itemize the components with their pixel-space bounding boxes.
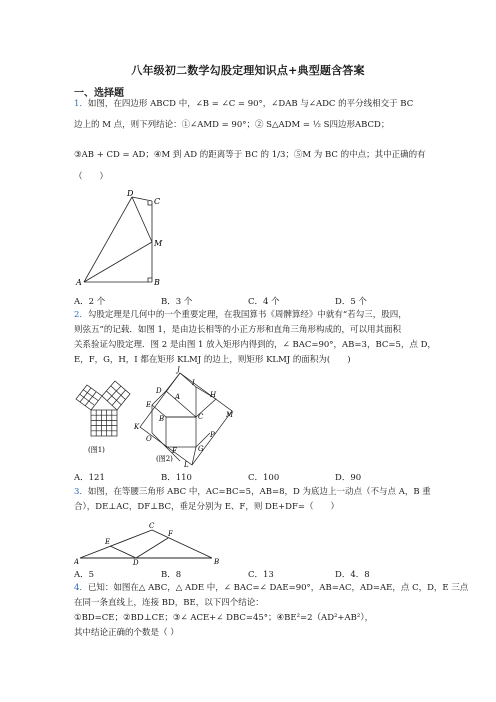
- q4-line-2: 在同一条直线上，连接 BD，BE，以下四个结论：: [74, 598, 264, 608]
- q1-label-c: C: [154, 197, 161, 206]
- q3-option-c[interactable]: C．13: [248, 570, 274, 580]
- q2-label-l: L: [184, 461, 189, 468]
- q1-label-m: M: [154, 239, 163, 248]
- q2-text-1: 勾股定理是几何中的一个重要定理，在我国算书《周髀算经》中就有“若勾三，股四，: [87, 310, 407, 320]
- q2-label-e: E: [146, 401, 152, 409]
- q1-line-1: [74, 99, 413, 110]
- q3-options: [74, 568, 422, 580]
- q3-label-e: E: [105, 538, 111, 546]
- q2-option-a[interactable]: A．121: [74, 473, 105, 483]
- q3-option-a[interactable]: A．5: [74, 570, 95, 580]
- q2-label-b: B: [159, 415, 165, 423]
- q2-label-c: C: [198, 413, 204, 421]
- q4-line-1: [74, 583, 468, 594]
- q1-label-a: A: [76, 278, 82, 287]
- q1-option-a[interactable]: A．2 个: [74, 297, 106, 307]
- q2-label-a: A: [175, 393, 181, 401]
- q1-figure: [74, 188, 174, 288]
- q2-label-i: I: [192, 379, 195, 387]
- q2-number: 2．: [74, 310, 88, 320]
- q2-figure-1: [74, 380, 134, 460]
- q1-label-d: D: [127, 189, 134, 198]
- q4-line-3: ①BD=CE；②BD⊥CE；③∠ ACE+∠ DBC=45°；④BE²=2（AD²+AB²），: [74, 613, 374, 623]
- q1-number: 1．: [74, 99, 88, 109]
- q1-text-1: 如图，在四边形 ABCD 中，∠B = ∠C = 90°，∠DAB 与∠ADC 的平分线相交于 BC: [87, 99, 414, 109]
- q2-line-4: E，F，G，H，I 都在矩形 KLMJ 的边上，则矩形 KLMJ 的面积为( ): [74, 355, 351, 365]
- q2-line-3: 关系验证勾股定理．图 2 是由图 1 放入矩形内得到的，∠ BAC=90°，AB=3，BC=5，点 D，: [74, 340, 436, 350]
- q2-label-k: K: [134, 423, 140, 431]
- q4-text-1: 已知：如图在△ ABC，△ ADE 中，∠ BAC=∠ DAE=90°，AB=AC，AD=AE，点 C，D，E 三点: [87, 583, 469, 593]
- q2-label-f: F: [172, 447, 177, 455]
- q3-label-b: B: [214, 558, 220, 566]
- q2-option-c[interactable]: C．100: [248, 473, 280, 483]
- section-heading: 一、选择题: [74, 88, 124, 99]
- q3-label-f: F: [168, 530, 173, 538]
- q1-line-4: （ ）: [74, 172, 109, 182]
- q1-option-c[interactable]: C．4 个: [248, 297, 280, 307]
- q3-label-d: D: [133, 559, 139, 566]
- q3-label-c: C: [149, 522, 155, 530]
- q1-options: [74, 295, 422, 307]
- q2-label-d: D: [156, 387, 162, 395]
- q1-option-b[interactable]: B．3 个: [161, 297, 193, 307]
- q3-line-1: [74, 487, 431, 498]
- q2-label-o: O: [146, 435, 152, 443]
- q4-line-4: 其中结论正确的个数是（ ）: [74, 628, 179, 638]
- q2-label-m: M: [226, 411, 234, 419]
- q2-option-b[interactable]: B．110: [161, 473, 192, 483]
- q3-label-a: A: [74, 558, 80, 566]
- q2-figure-1-caption: (图1): [88, 446, 105, 454]
- q2-options: [74, 471, 422, 483]
- q2-line-1: [74, 310, 407, 321]
- q2-figure-2-caption: (图2): [156, 455, 173, 463]
- q4-number: 4．: [74, 583, 88, 593]
- q1-option-d[interactable]: D．5 个: [335, 297, 367, 307]
- q1-line-2: 边上的 M 点，则下列结论：①∠AMD = 90°；② S△ADM = ½ S四边形ABCD；: [74, 120, 390, 130]
- q2-label-p: P: [210, 431, 215, 439]
- q3-figure: [74, 518, 224, 566]
- q3-option-d[interactable]: D．4．8: [335, 570, 370, 580]
- q3-option-b[interactable]: B．8: [161, 570, 182, 580]
- q1-label-b: B: [154, 278, 160, 287]
- q1-line-3: ③AB + CD = AD；④M 到 AD 的距离等于 BC 的 1/3；⑤M 为 BC 的中点；其中正确的有: [74, 150, 426, 160]
- q2-label-j: J: [177, 366, 180, 374]
- q3-text-1: 如图，在等腰三角形 ABC 中，AC=BC=5，AB=8，D 为底边上一动点（不与点 A，B 重: [87, 487, 431, 497]
- q2-figure-2: [132, 365, 242, 468]
- q2-label-h: H: [210, 391, 217, 399]
- q3-number: 3．: [74, 487, 88, 497]
- q2-line-2: 则弦五”的记载．如图 1，是由边长相等的小正方形和直角三角形构成的，可以用其面积: [74, 325, 401, 335]
- q3-line-2: 合），DE⊥AC，DF⊥BC，垂足分别为 E、F，则 DE+DF=（ ）: [74, 502, 340, 512]
- q2-option-d[interactable]: D．90: [335, 473, 362, 483]
- q2-label-g: G: [198, 445, 204, 453]
- page-title: 八年级初二数学勾股定理知识点+典型题含答案: [131, 64, 365, 77]
